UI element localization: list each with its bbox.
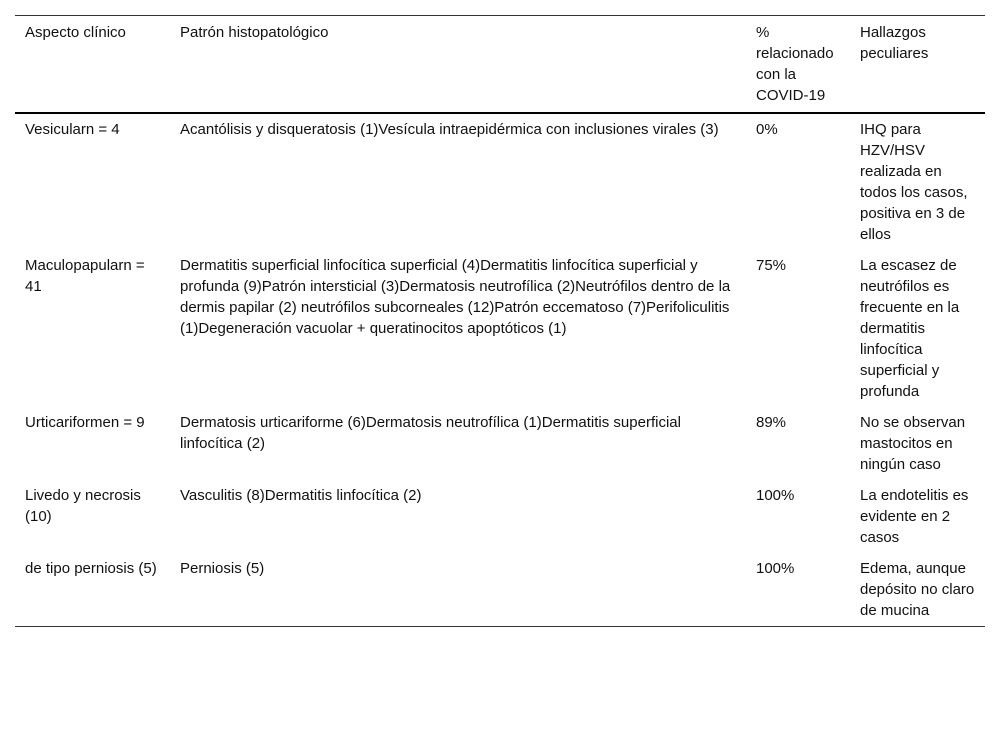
cell-porcentaje: 89%	[756, 414, 787, 431]
cell-porcentaje: 0%	[756, 121, 778, 138]
table-row	[15, 407, 985, 480]
cell-aspecto: Maculopapularn = 41	[25, 257, 145, 295]
cell-porcentaje: 75%	[756, 257, 787, 274]
cell-patron: Dermatosis urticariforme (6)Dermatosis neutrofílica (1)Dermatitis superficial linfocítica (2)	[180, 414, 681, 452]
table-row	[15, 250, 985, 407]
cell-patron: Vasculitis (8)Dermatitis linfocítica (2)	[180, 487, 422, 504]
header-patron-histopatologico: Patrón histopatológico	[180, 24, 329, 41]
cell-patron: Acantólisis y disqueratosis (1)Vesícula intraepidérmica con inclusiones virales (3)	[180, 121, 719, 138]
header-hallazgos-peculiares: Hallazgos peculiares	[860, 24, 929, 62]
table-row	[15, 113, 985, 250]
cell-hallazgos: La endotelitis es evidente en 2 casos	[860, 487, 969, 546]
cell-aspecto: de tipo perniosis (5)	[25, 560, 157, 577]
table-row	[15, 553, 985, 627]
histopathology-table	[15, 15, 985, 627]
header-row	[15, 16, 985, 114]
cell-patron: Dermatitis superficial linfocítica superficial (4)Dermatitis linfocítica superficial y profunda (9)Patrón intersticial (3)Dermatosis neutrofílica (2)Neutrófilos dentro de la dermis papilar (2) neutrófilos subcorneales (12)Patrón eccematoso (7)Perifoliculitis (1)Degeneración vacuolar + queratinocitos apoptóticos (1)	[180, 257, 731, 337]
cell-porcentaje: 100%	[756, 560, 795, 577]
cell-aspecto: Vesicularn = 4	[25, 121, 120, 138]
cell-aspecto: Livedo y necrosis (10)	[25, 487, 141, 525]
histopathology-table-container	[15, 15, 985, 627]
cell-hallazgos: No se observan mastocitos en ningún caso	[860, 414, 966, 473]
cell-hallazgos: Edema, aunque depósito no claro de mucina	[860, 560, 975, 619]
cell-aspecto: Urticariformen = 9	[25, 414, 145, 431]
cell-hallazgos: La escasez de neutrófilos es frecuente en la dermatitis linfocítica superficial y profunda	[860, 257, 960, 400]
cell-hallazgos: IHQ para HZV/HSV realizada en todos los casos, positiva en 3 de ellos	[860, 121, 968, 243]
table-header	[15, 16, 985, 114]
table-body	[15, 113, 985, 627]
cell-patron: Perniosis (5)	[180, 560, 265, 577]
cell-porcentaje: 100%	[756, 487, 795, 504]
table-row	[15, 480, 985, 553]
header-aspecto-clinico: Aspecto clínico	[25, 24, 126, 41]
header-porcentaje-covid: % relacionado con la COVID-19	[756, 24, 834, 104]
